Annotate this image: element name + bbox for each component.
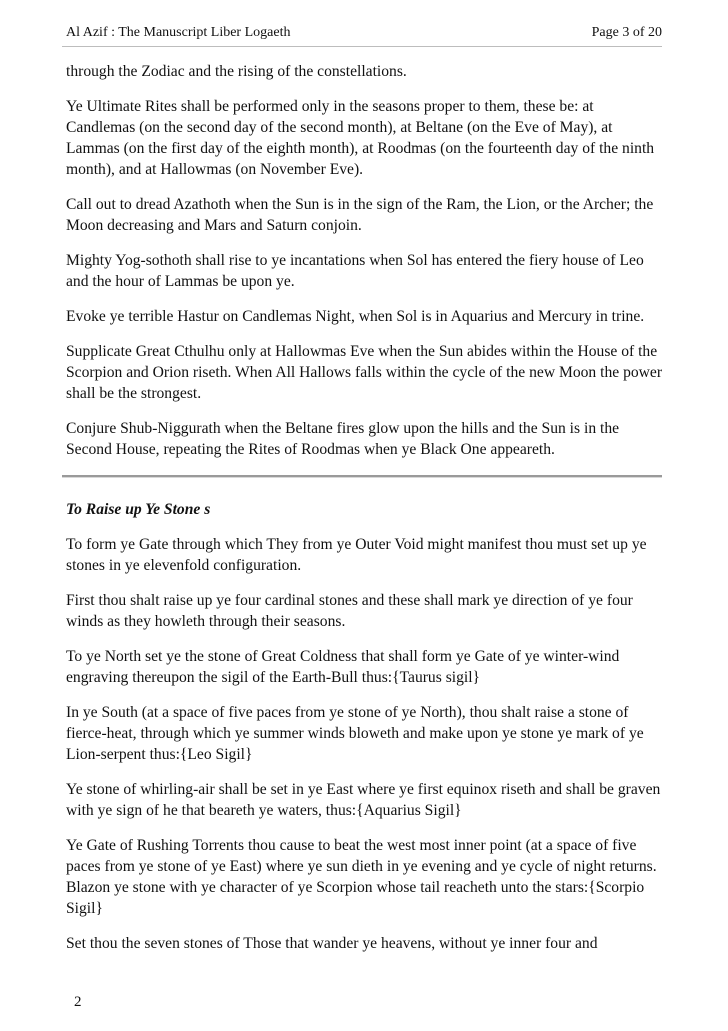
paragraph: Mighty Yog-sothoth shall rise to ye incantations when Sol has entered the fiery house of Leo and the hour of Lammas be upon ye. (66, 252, 644, 290)
paragraph: First thou shalt raise up ye four cardinal stones and these shall mark ye direction of ye four winds as they howleth through their seasons. (66, 592, 633, 630)
paragraph: through the Zodiac and the rising of the constellations. (66, 63, 407, 80)
paragraph: Ye stone of whirling-air shall be set in ye East where ye first equinox riseth and shall be graven with ye sign of he that beareth ye waters, thus:{Aquarius Sigil} (66, 781, 661, 819)
paragraph: Ye Gate of Rushing Torrents thou cause to beat the west most inner point (at a space of five paces from ye stone of ye East) where ye sun dieth in ye evening and ye cycle of night returns. Blazon ye stone with ye character of ye Scorpion whose tail reacheth unto the stars:{Scorpio Sigil} (66, 837, 657, 917)
paragraph: To form ye Gate through which They from ye Outer Void might manifest thou must set up ye stones in ye elevenfold configuration. (66, 536, 647, 574)
paragraph: In ye South (at a space of five paces from ye stone of ye North), thou shalt raise a stone of fierce-heat, through which ye summer winds bloweth and make upon ye stone ye mark of ye Lion-serpent thus:{Leo Sigil} (66, 704, 644, 763)
header-divider (62, 46, 662, 47)
paragraph: Set thou the seven stones of Those that wander ye heavens, without ye inner four and (66, 935, 598, 952)
page-body (66, 61, 666, 968)
page-number: 2 (74, 994, 82, 1010)
section-heading: To Raise up Ye Stone s (66, 501, 211, 518)
paragraph: Call out to dread Azathoth when the Sun is in the sign of the Ram, the Lion, or the Archer; the Moon decreasing and Mars and Saturn conjoin. (66, 196, 654, 234)
paragraph: To ye North set ye the stone of Great Coldness that shall form ye Gate of ye winter-wind engraving thereupon the sigil of the Earth-Bull thus:{Taurus sigil} (66, 648, 620, 686)
paragraph: Conjure Shub-Niggurath when the Beltane fires glow upon the hills and the Sun is in the Second House, repeating the Rites of Roodmas when ye Black One appeareth. (66, 420, 620, 458)
paragraph: Supplicate Great Cthulhu only at Hallowmas Eve when the Sun abides within the House of the Scorpion and Orion riseth. When All Hallows falls within the cycle of the new Moon the power shall be the strongest. (66, 343, 663, 402)
section-divider (62, 475, 662, 478)
document-title: Al Azif : The Manuscript Liber Logaeth (66, 25, 291, 40)
page-header (66, 20, 662, 42)
paragraph: Ye Ultimate Rites shall be performed only in the seasons proper to them, these be: at Candlemas (on the second day of the second month), at Beltane (on the Eve of May), at Lammas (on the first day of the eighth month), at Roodmas (on the fourteenth day of the ninth month), and at Hallowmas (on November Eve). (66, 98, 655, 178)
page-indicator: Page 3 of 20 (591, 25, 662, 40)
paragraph: Evoke ye terrible Hastur on Candlemas Night, when Sol is in Aquarius and Mercury in trine. (66, 308, 645, 325)
